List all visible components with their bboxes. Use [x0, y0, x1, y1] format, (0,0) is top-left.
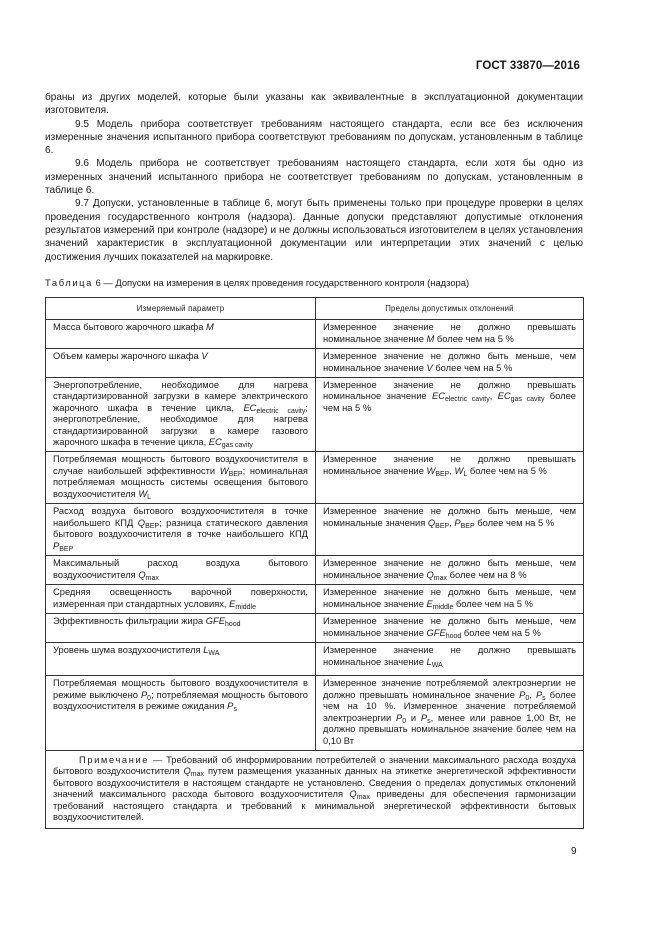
note-label: Примечание — [79, 754, 150, 765]
table-row — [46, 643, 584, 676]
parameter-cell: Энергопотребление, необходимое для нагрева стандартизированной загрузки в камере электрического жарочного шкафа в течение цикла, $EC_{electric cavity}$; энергопотребление, необходимое для нагрева стандартизированной загрузки в камере газового жарочного шкафа в течение цикла, $EC_{gas cavity}$ — [46, 378, 316, 452]
column-header-limits: Пределы допустимых отклонений — [316, 298, 584, 320]
parameter-cell: Объем камеры жарочного шкафа V — [46, 349, 316, 378]
standard-header: ГОСТ 33870—2016 — [475, 60, 580, 72]
limit-cell: Измеренное значение потребляемой электроэнергии не должно превышать номинальное значение $P_0$, $P_s$ более чем на 10 %. Измеренное значение потребляемой электроэнергии $P_0$ и $P_s$, менее или равное 1,00 Вт, не должно превышать номинальное значение более чем на 0,10 Вт — [316, 676, 584, 750]
paragraph-continuation: браны из других моделей, которые были указаны как эквивалентные в эксплуатационной документации изготовителя. — [45, 92, 583, 117]
limit-cell: Измеренное значение не должно быть меньше, чем номинальное значение V более чем на 5 % — [316, 349, 584, 378]
table-row — [46, 504, 584, 556]
table-caption-number: 6 — [95, 277, 101, 288]
table-caption — [45, 277, 605, 289]
limit-cell: Измеренное значение не должно быть меньше, чем номинальные значения $Q_{BEP}$, $P_{BEP}$ более чем на 5 % — [316, 504, 584, 556]
limit-cell: Измеренное значение не должно быть меньше, чем номинальное значение $Q_{max}$ более чем на 8 % — [316, 556, 584, 585]
page-number: 9 — [571, 846, 577, 857]
table-row — [46, 585, 584, 614]
limit-cell: Измеренное значение не должно превышать номинальное значение $W_{BEP}$, $W_L$ более чем на 5 % — [316, 452, 584, 504]
parameter-cell: Уровень шума воздухоочистителя $L_{WA}$ — [46, 643, 316, 676]
table-caption-text: — Допуски на измерения в целях проведения государственного контроля (надзора) — [103, 277, 470, 288]
tolerance-table — [45, 297, 584, 829]
table-row — [46, 452, 584, 504]
body-text — [45, 91, 583, 264]
table-row — [46, 556, 584, 585]
limit-cell: Измеренное значение не должно превышать номинальное значение $L_{WA}$ — [316, 643, 584, 676]
limit-cell: Измеренное значение не должно быть меньше, чем номинальное значение $E_{middle}$ более чем на 5 % — [316, 585, 584, 614]
table-header-row — [46, 298, 584, 320]
table-note-row — [46, 750, 584, 828]
paragraph-9-5: 9.5 Модель прибора соответствует требованиям настоящего стандарта, если все без исключения измеренные значения испытанного прибора соответствуют требованиям по допускам, установленным в таблице 6. — [45, 118, 583, 157]
table-body — [46, 320, 584, 829]
parameter-cell: Максимальный расход воздуха бытового воздухоочистителя $Q_{max}$ — [46, 556, 316, 585]
column-header-parameter: Измеряемый параметр — [46, 298, 316, 320]
parameter-cell: Эффективность фильтрации жира $GFE_{hood}$ — [46, 614, 316, 643]
limit-cell: Измеренное значение не должно превышать номинальное значение M более чем на 5 % — [316, 320, 584, 349]
parameter-cell: Средняя освещенность варочной поверхности, измеренная при стандартных условиях, $E_{middle}$ — [46, 585, 316, 614]
table-row — [46, 349, 584, 378]
paragraph-9-6: 9.6 Модель прибора не соответствует требованиям настоящего стандарта, если хотя бы одно из измеренных значений испытанного прибора не соответствует требованиям по допускам, установленным в таблице 6. — [45, 158, 583, 197]
parameter-cell: Расход воздуха бытового воздухоочистителя в точке наибольшего КПД $Q_{BEP}$; разница статического давления бытового воздухоочистителя в точке наибольшего КПД $P_{BEP}$ — [46, 504, 316, 556]
limit-cell: Измеренное значение не должно быть меньше, чем номинальное значение $GFE_{hood}$ более чем на 5 % — [316, 614, 584, 643]
parameter-cell: Потребляемая мощность бытового воздухоочистителя в режиме выключено $P_0$; потребляемая мощность бытового воздухоочистителя в режиме ожидания $P_s$ — [46, 676, 316, 750]
table-caption-label: Таблица — [45, 277, 93, 288]
paragraph-9-7: 9.7 Допуски, установленные в таблице 6, могут быть применены только при процедуре проверки в целях проведения государственного контроля (надзора). Данные допуски представляют допустимые отклонения результатов измерений при контроле (надзоре) и не должны использоваться изготовителем в целях установления значений характеристик в эксплуатационной документации или интерпретации этих значений с целью достижения лучших показателей на маркировке. — [45, 198, 583, 263]
limit-cell: Измеренное значение не должно превышать номинальное значение $EC_{electric cavity}$, $EC_{gas cavity}$ более чем на 5 % — [316, 378, 584, 452]
table-note: Примечание — Требований об информировании потребителей о значении максимального расхода воздуха бытового воздухоочистителя $Q_{max}$ путем размещения указанных данных на этикетке энергетической эффективности бытового воздухоочистителя в настоящем стандарте не установлено. Сведения о пределах допустимых отклонений значений максимального расхода бытового воздухоочистителя $Q_{max}$ приведены для обеспечения гармонизации требований настоящего стандарта и требований к минимальной энергетической эффективности бытовых воздухоочистителей. — [46, 750, 584, 828]
table-row — [46, 676, 584, 750]
table-row — [46, 614, 584, 643]
table-row — [46, 378, 584, 452]
parameter-cell: Потребляемая мощность бытового воздухоочистителя в случае наибольшей эффективности $W_{BEP}$; номинальная потребляемая мощность системы освещения бытового воздухоочистителя $W_L$ — [46, 452, 316, 504]
table-row — [46, 320, 584, 349]
parameter-cell: Масса бытового жарочного шкафа M — [46, 320, 316, 349]
